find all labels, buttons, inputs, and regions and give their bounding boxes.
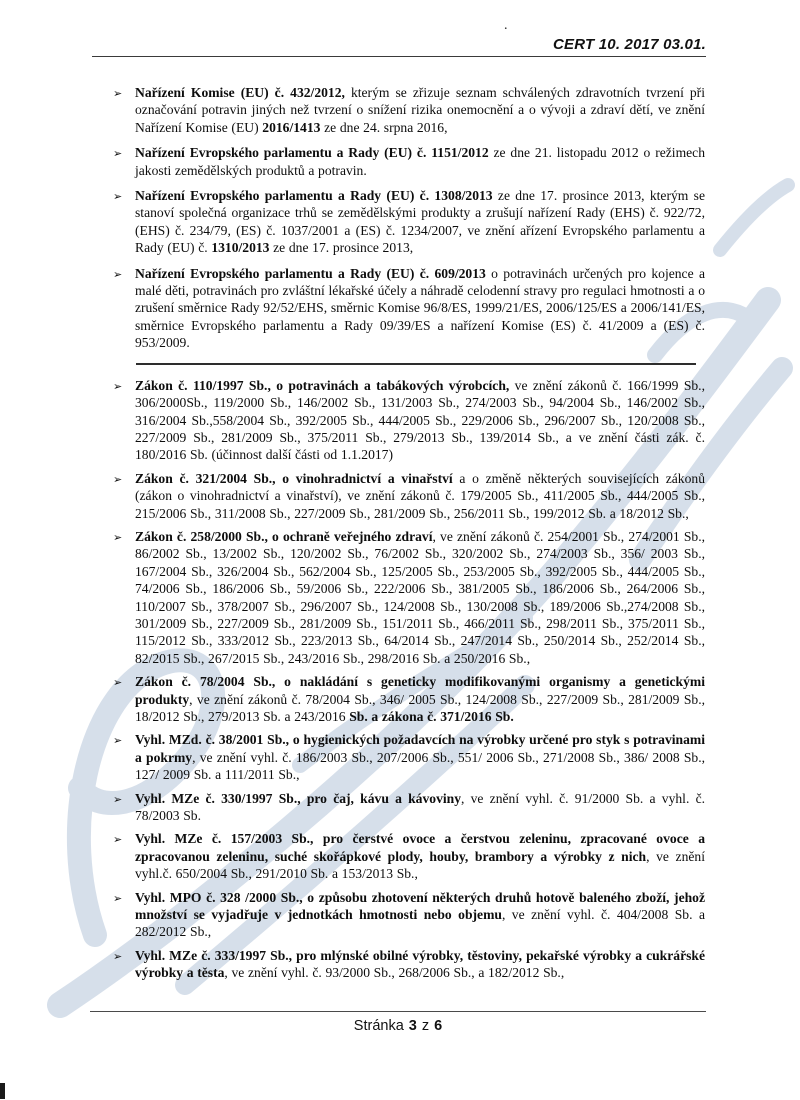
bullet-arrow-icon: ➢ <box>113 891 123 905</box>
bullet-arrow-icon: ➢ <box>113 676 123 690</box>
list-item-text: Zákon č. 78/2004 Sb., o nakládání s geneticky modifikovanými organismy a genetickými produkty, ve znění zákonů č. 78/2004 Sb., 346/ 2005 Sb., 124/2008 Sb., 227/2009 Sb., 281/2009 Sb., 18/2012 Sb., 279/2013 Sb. a 243/2016 Sb. a zákona č. 371/2016 Sb. <box>135 674 705 724</box>
bullet-arrow-icon: ➢ <box>113 792 123 806</box>
list-item <box>113 947 705 982</box>
list-item <box>113 528 705 667</box>
list-item-text: Vyhl. MZe č. 333/1997 Sb., pro mlýnské obilné výrobky, těstoviny, pekařské výrobky a cukrářské výrobky a těsta, ve znění vyhl. č. 93/2000 Sb., 268/2006 Sb., a 182/2012 Sb., <box>135 947 705 981</box>
bullet-arrow-icon: ➢ <box>113 833 123 847</box>
bullet-arrow-icon: ➢ <box>113 379 123 393</box>
list-item <box>113 144 705 179</box>
list-item <box>113 187 705 257</box>
bullet-arrow-icon: ➢ <box>113 147 123 161</box>
document-body <box>113 84 705 988</box>
footer-current-page: 3 <box>408 1018 417 1034</box>
bullet-arrow-icon: ➢ <box>113 949 123 963</box>
footer-total-pages: 6 <box>434 1018 443 1034</box>
scan-artifact-dot: . <box>504 18 508 33</box>
list-item <box>113 889 705 941</box>
bullet-arrow-icon: ➢ <box>113 530 123 544</box>
list-item <box>113 377 705 464</box>
bullet-arrow-icon: ➢ <box>113 190 123 204</box>
list-item <box>113 84 705 136</box>
list-item <box>113 470 705 522</box>
list-item <box>113 265 705 352</box>
list-item-text: Zákon č. 321/2004 Sb., o vinohradnictví a vinařství a o změně některých souvisejících zákonů (zákon o vinohradnictví a vinařství), ve znění zákonů č. 179/2005 Sb., 411/2005 Sb., 444/2005 Sb., 215/2006 Sb., 311/2008 Sb., 227/2009 Sb., 281/2009 Sb., 256/2011 Sb., 199/2012 Sb. a 18/2012 Sb., <box>135 470 705 521</box>
list-item-text: Zákon č. 258/2000 Sb., o ochraně veřejného zdraví, ve znění zákonů č. 254/2001 Sb., 274/2001 Sb., 86/2002 Sb., 13/2002 Sb., 120/2002 Sb., 76/2002 Sb., 320/2002 Sb., 274/2003 Sb., 356/ 2003 Sb., 167/2004 Sb., 326/2004 Sb., 562/2004 Sb., 125/2005 Sb., 253/2005 Sb., 392/2005 Sb., 444/2005 Sb., 74/2006 Sb., 186/2006 Sb., 59/2006 Sb., 222/2006 Sb., 381/2005 Sb., 186/2006 Sb., 264/2006 Sb., 110/2007 Sb., 378/2007 Sb., 296/2007 Sb., 124/2008 Sb., 130/2008 Sb., 189/2006 Sb.,274/2008 Sb., 301/2009 Sb., 227/2009 Sb., 281/2009 Sb., 151/2011 Sb., 466/2011 Sb., 298/2011 Sb., 375/2011 Sb., 115/2012 Sb., 333/2012 Sb., 223/2013 Sb., 64/2014 Sb., 247/2014 Sb., 250/2014 Sb., 252/2014 Sb., 82/2015 Sb., 267/2015 Sb., 243/2016 Sb., 298/2016 Sb. a 250/2016 Sb., <box>135 528 706 666</box>
bullet-arrow-icon: ➢ <box>113 87 123 100</box>
footer-rule <box>90 1011 706 1012</box>
list-item <box>113 790 705 825</box>
page-footer <box>90 1011 706 1034</box>
list-item-text: Zákon č. 110/1997 Sb., o potravinách a tabákových výrobcích, ve znění zákonů č. 166/1999 Sb., 306/2000Sb., 119/2000 Sb., 146/2002 Sb., 131/2003 Sb., 274/2003 Sb., 94/2004 Sb., 146/2002 Sb., 316/2004 Sb.,558/2004 Sb., 392/2005 Sb., 444/2005 Sb., 229/2006 Sb., 296/2007 Sb., 120/2008 Sb., 227/2009 Sb., 281/2009 Sb., 375/2011 Sb., 279/2013 Sb., 139/2014 Sb., a ve znění části zák. č. 180/2016 Sb. (účinnost další části od 1.1.2017) <box>135 377 705 463</box>
footer-prefix: Stránka <box>353 1018 404 1034</box>
list-item-text: Nařízení Evropského parlamentu a Rady (EU) č. 1151/2012 ze dne 21. listopadu 2012 o režimech jakosti zemědělských produktů a potravin. <box>135 145 706 178</box>
list-item-text: Vyhl. MPO č. 328 /2000 Sb., o způsobu zhotovení některých druhů hotově baleného zboží, jehož množství se vyjadřuje v jednotkách hmotnosti nebo objemu, ve znění vyhl. č. 404/2008 Sb. a 282/2012 Sb., <box>135 889 705 940</box>
list-item-text: Vyhl. MZe č. 157/2003 Sb., pro čerstvé ovoce a čerstvou zeleninu, zpracované ovoce a zpracovanou zeleninu, suché skořápkové plody, houby, brambory a výrobky z nich, ve znění vyhl.č. 650/2004 Sb., 291/2010 Sb. a 153/2013 Sb., <box>135 831 705 882</box>
list-item <box>113 731 705 783</box>
scan-corner-mark <box>0 1083 5 1099</box>
header-title: CERT 10. 2017 03.01. <box>553 36 706 53</box>
list-item <box>113 673 705 725</box>
section-eu-regulations <box>113 84 705 352</box>
list-item-text: Nařízení Evropského parlamentu a Rady (EU) č. 609/2013 o potravinách určených pro kojence a malé děti, potravinách pro zvláštní lékařské účely a náhradě celodenní stravy pro regulaci hmotnosti a o zrušení směrnice Rady 92/52/EHS, směrnic Komise 96/8/ES, 1999/21/ES, 2006/125/ES a 2006/141/ES, směrnice Evropského parlamentu a Rady 09/39/ES a nařízení Komise (ES) č. 41/2009 a (ES) č. 953/2009. <box>135 265 705 351</box>
list-item <box>113 830 705 882</box>
list-item-text: Vyhl. MZd. č. 38/2001 Sb., o hygienických požadavcích na výrobky určené pro styk s potravinami a pokrmy, ve znění vyhl. č. 186/2003 Sb., 207/2006 Sb., 551/ 2006 Sb., 271/2008 Sb., 386/ 2008 Sb., 127/ 2009 Sb. a 111/2011 Sb., <box>135 732 706 783</box>
bullet-arrow-icon: ➢ <box>113 267 123 281</box>
footer-separator: z <box>421 1018 430 1034</box>
list-item-text: Vyhl. MZe č. 330/1997 Sb., pro čaj, kávu a kávoviny, ve znění vyhl. č. 91/2000 Sb. a vyhl. č. 78/2003 Sb. <box>135 790 705 824</box>
bullet-arrow-icon: ➢ <box>113 734 123 748</box>
list-item-text: Nařízení Komise (EU) č. 432/2012, kterým se zřizuje seznam schválených zdravotních tvrzení při označování potravin jiných než tvrzení o snížení rizika onemocnění a o vývoji a zdraví dětí, ve znění Nařízení Komise (EU) 2016/1413 ze dne 24. srpna 2016, <box>135 85 705 135</box>
list-item-text: Nařízení Evropského parlamentu a Rady (EU) č. 1308/2013 ze dne 17. prosince 2013, kterým se stanoví společná organizace trhů se zemědělskými produkty a zrušují nařízení Rady (EHS) č. 922/72, (EHS) č. 234/79, (ES) č. 1037/2001 a (ES) č. 1234/2007, ve znění ařízení Evropského parlamentu a Rady (EU) č. 1310/2013 ze dne 17. prosince 2013, <box>135 188 705 256</box>
page-number-label <box>90 1018 706 1034</box>
section-divider <box>136 363 696 365</box>
section-czech-laws <box>113 377 705 982</box>
header-rule <box>92 56 706 57</box>
bullet-arrow-icon: ➢ <box>113 472 123 486</box>
page-header <box>92 18 706 57</box>
